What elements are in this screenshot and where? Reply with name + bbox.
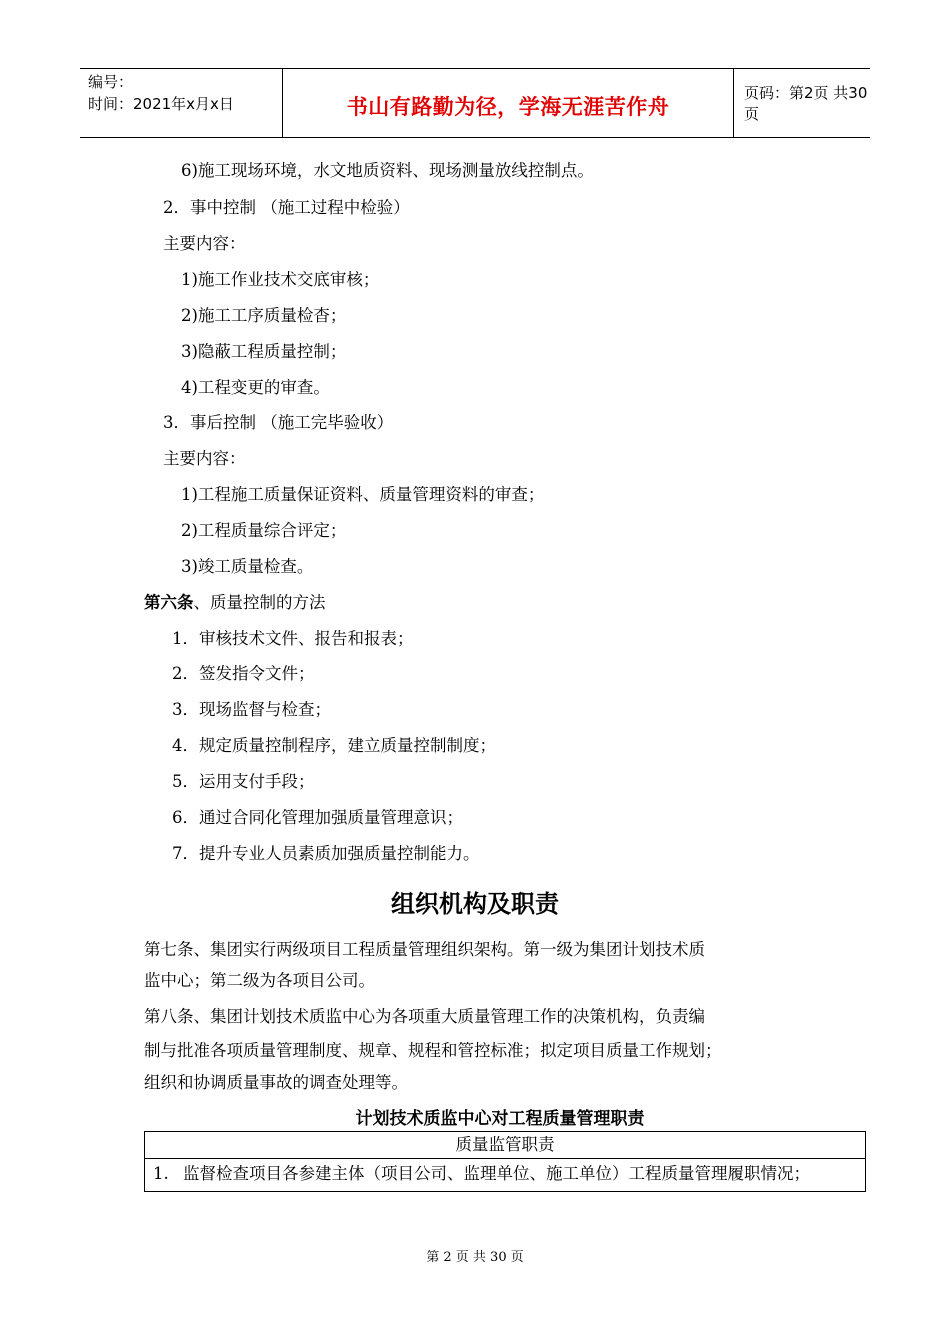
paragraph-line: 监中心；第二级为各项目公司。: [144, 971, 375, 990]
method-item: 2．签发指令文件；: [172, 664, 315, 683]
header-page-code: 页码：第2页 共30页: [744, 84, 868, 123]
duties-table: [144, 1131, 866, 1192]
text-line: 4)工程变更的审查。: [181, 378, 330, 397]
text-line: 1)工程施工质量保证资料、质量管理资料的审查；: [181, 485, 545, 504]
method-item: 4．规定质量控制程序，建立质量控制制度；: [172, 736, 496, 755]
method-item: 5．运用支付手段；: [172, 772, 315, 791]
text-line: 2)施工工序质量检杳；: [181, 306, 347, 325]
header-meta: [80, 69, 282, 137]
header-page-code-cell: [734, 69, 870, 137]
method-item: 7．提升专业人员素质加强质量控制能力。: [172, 844, 480, 863]
doc-time-label: 时间：2021年x月x日: [88, 95, 234, 113]
page-footer: 第 2 页 共 30 页: [426, 1250, 524, 1265]
page-header: [80, 68, 870, 138]
doc-number-label: 编号：: [88, 73, 134, 91]
text-line: 主要内容：: [163, 234, 246, 253]
paragraph-line: 组织和协调质量事故的调查处理等。: [144, 1073, 408, 1092]
paragraph-line: 第八条、集团计划技术质监中心为各项重大质量管理工作的决策机构，负责编: [144, 1007, 705, 1026]
section-heading: 组织机构及职责: [391, 890, 559, 918]
row-number: 1.: [153, 1164, 169, 1183]
table-title: 计划技术质监中心对工程质量管理职责: [355, 1109, 645, 1129]
text-line: 1)施工作业技术交底审核；: [181, 270, 380, 289]
header-motto-cell: [282, 69, 734, 137]
text-line: 3)隐蔽工程质量控制；: [181, 342, 347, 361]
text-line: 主要内容：: [163, 449, 246, 468]
text-line: 3)竣工质量检查。: [181, 557, 314, 576]
text-line: 2．事中控制 （施工过程中检验）: [163, 198, 410, 217]
article-6-label: 第六条: [144, 593, 194, 612]
method-item: 6．通过合同化管理加强质量管理意识；: [172, 808, 463, 827]
header-motto: 书山有路勤为径，学海无涯苦作舟: [346, 95, 670, 119]
method-item: 3．现场监督与检查；: [172, 700, 331, 719]
table-row: [145, 1159, 865, 1191]
article-6-text: 、质量控制的方法: [193, 593, 326, 612]
text-line: 3．事后控制 （施工完毕验收）: [163, 413, 394, 432]
table-header: 质量监管职责: [145, 1132, 865, 1159]
row-text: 监督检查项目各参建主体（项目公司、监理单位、施工单位）工程质量管理履职情况；: [183, 1164, 810, 1183]
text-line: 2)工程质量综合评定；: [181, 521, 347, 540]
article-6-title: [144, 592, 326, 614]
paragraph-line: 制与批准各项质量管理制度、规章、规程和管控标准；拟定项目质量工作规划；: [144, 1041, 722, 1060]
text-line: 6)施工现场环境，水文地质资料、现场测量放线控制点。: [181, 161, 594, 180]
paragraph-line: 第七条、集团实行两级项目工程质量管理组织架构。第一级为集团计划技术质: [144, 940, 705, 959]
method-item: 1．审核技术文件、报告和报表；: [172, 629, 414, 648]
